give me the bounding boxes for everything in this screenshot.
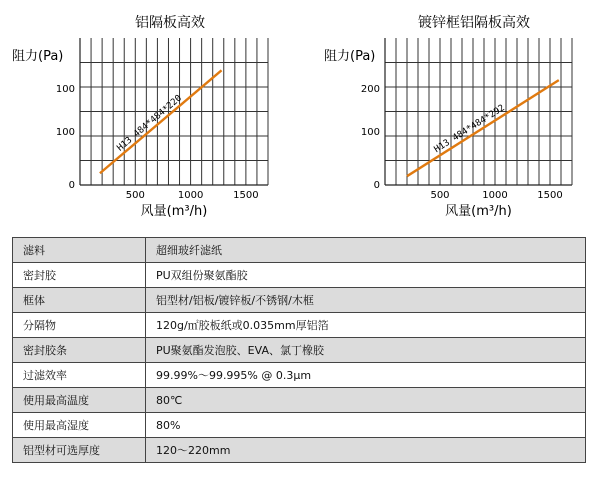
spec-value: 99.99%～99.995% @ 0.3μm [146,363,586,388]
series-label: H13 484*484*292 [432,103,507,156]
chart-svg [300,0,597,228]
chart-title: 铝隔板高效 [135,15,205,31]
spec-value: 120～220mm [146,438,586,463]
spec-value: 120g/㎡胶板纸或0.035mm厚铝箔 [146,313,586,338]
table-row [13,438,586,463]
y-tick-label: 100 [360,127,380,138]
table-row [13,263,586,288]
x-tick-label: 1500 [233,190,259,201]
spec-key: 过滤效率 [13,363,146,388]
y-tick-label: 100 [55,127,75,138]
table-row [13,363,586,388]
table-row [13,388,586,413]
spec-key: 使用最高温度 [13,388,146,413]
spec-value: 80% [146,413,586,438]
spec-table [12,237,586,463]
spec-key: 框体 [13,288,146,313]
y-tick-label: 100 [55,84,75,95]
y-axis-label: 阻力(Pa) [12,49,64,64]
spec-value: 铝型材/铝板/镀锌板/不锈钢/木框 [146,288,586,313]
x-tick-label: 500 [125,190,145,201]
x-axis-label: 风量(m³/h) [140,204,208,219]
chart-right [300,0,597,228]
table-row [13,413,586,438]
x-tick-label: 1500 [537,190,563,201]
spec-value: PU聚氨酯发泡胶、EVA、氯丁橡胶 [146,338,586,363]
x-tick-label: 500 [430,190,450,201]
x-tick-label: 1000 [177,190,204,201]
y-tick-label: 0 [373,180,380,191]
chart-title: 镀锌框铝隔板高效 [418,15,530,31]
series-label: H13 484*484*220 [115,93,184,154]
spec-key: 分隔物 [13,313,146,338]
spec-key: 密封胶条 [13,338,146,363]
spec-key: 使用最高湿度 [13,413,146,438]
table-row [13,338,586,363]
spec-value: 超细玻纤滤纸 [146,238,586,263]
series-line [100,70,222,173]
spec-key: 铝型材可选厚度 [13,438,146,463]
y-tick-label: 0 [68,180,75,191]
series-line [407,80,559,176]
y-tick-label: 200 [360,84,380,95]
spec-value: PU双组份聚氨酯胶 [146,263,586,288]
spec-key: 滤料 [13,238,146,263]
table-row [13,288,586,313]
x-axis-label: 风量(m³/h) [445,204,512,219]
chart-svg [0,0,300,228]
x-tick-label: 1000 [482,190,508,201]
table-row [13,313,586,338]
spec-value: 80℃ [146,388,586,413]
table-row [13,238,586,263]
y-axis-label: 阻力(Pa) [324,49,376,64]
spec-key: 密封胶 [13,263,146,288]
chart-left [0,0,300,228]
